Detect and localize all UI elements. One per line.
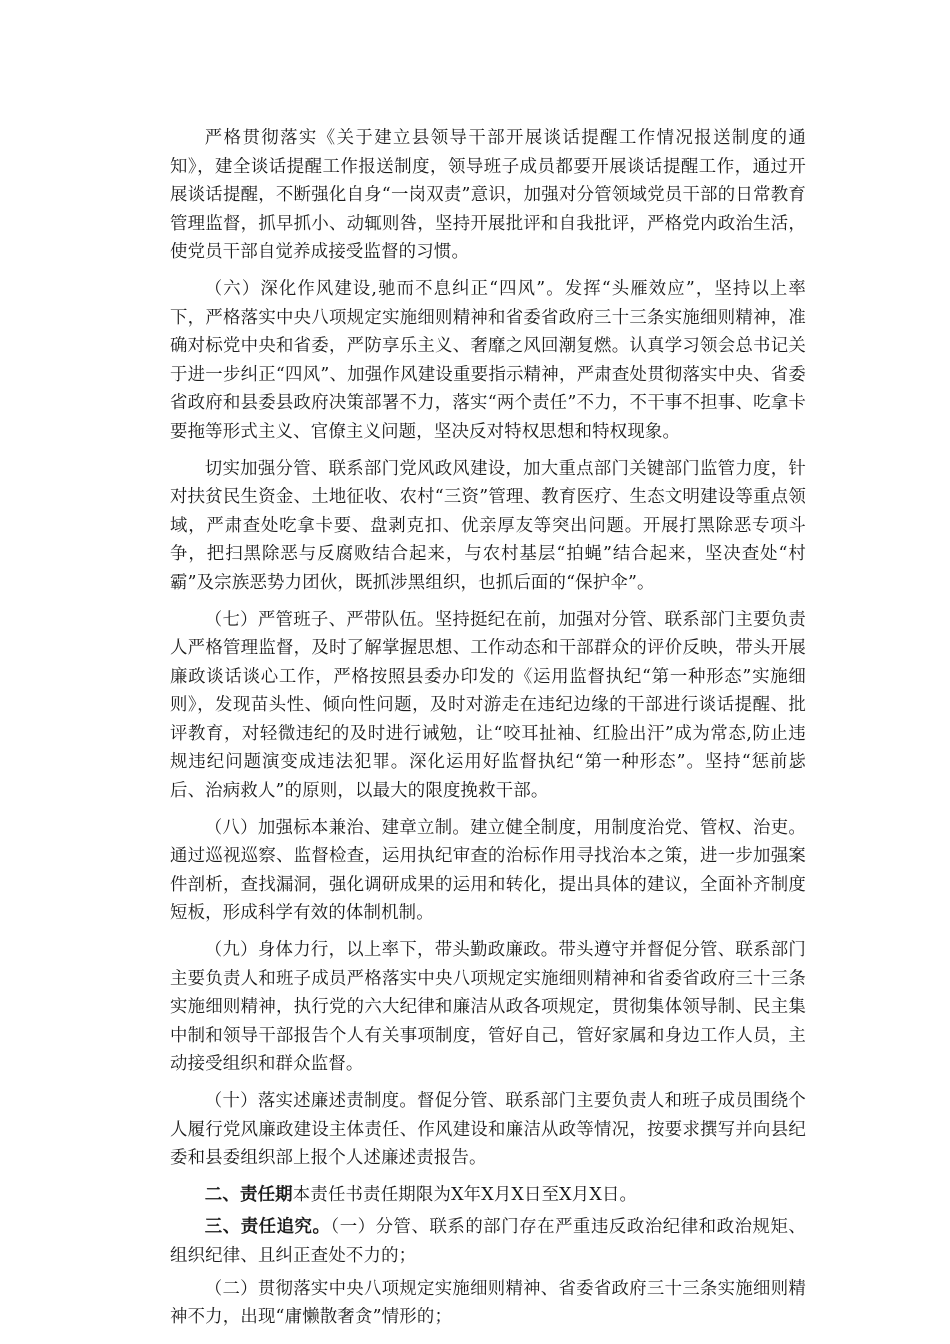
section-text-period: 本责任书责任期限为X年X月X日至X月X日。 [292,1184,638,1205]
paragraph-item-7: （七）严管班子、严带队伍。坚持挺纪在前，加强对分管、联系部门主要负责人严格管理监督，及时了解掌握思想、工作动态和干部群众的评价反映，带头开展廉政谈话谈心工作，严格按照县委办印发的《运用监督执纪“第一种形态”实施细则》，发现苗头性、倾向性问题，及时对游走在违纪边缘的干部进行谈话提醒、批评教育，对轻微违纪的及时进行诫勉，让“咬耳扯袖、红脸出汗”成为常态,防止违规违纪问题演变成违法犯罪。深化运用好监督执纪“第一种形态”。坚持“惩前毖后、治病救人”的原则，以最大的限度挽救干部。 [170,609,806,802]
paragraph-item-6: （六）深化作风建设,驰而不息纠正“四风”。发挥“头雁效应”，坚持以上率下，严格落实中央八项规定实施细则精神和省委省政府三十三条实施细则精神，准确对标党中央和省委，严防享乐主义、奢靡之风回潮复燃。认真学习领会总书记关于进一步纠正“四风”、加强作风建设重要指示精神，严肃查处贯彻落实中央、省委省政府和县委县政府决策部署不力，落实“两个责任”不力，不干事不担事、吃拿卡要拖等形式主义、官僚主义问题，坚决反对特权思想和特权现象。 [170,278,806,442]
document-page [170,124,806,1336]
paragraph-item-9: （九）身体力行，以上率下，带头勤政廉政。带头遵守并督促分管、联系部门主要负责人和班子成员严格落实中央八项规定实施细则精神和省委省政府三十三条实施细则精神，执行党的六大纪律和廉洁从政各项规定，贯彻集体领导制、民主集中制和领导干部报告个人有关事项制度，管好自己，管好家属和身边工作人员，主动接受组织和群众监督。 [170,940,806,1075]
paragraph-item-10: （十）落实述廉述责制度。督促分管、联系部门主要负责人和班子成员围绕个人履行党风廉政建设主体责任、作风建设和廉洁从政等情况，按要求撰写并向县纪委和县委组织部上报个人述廉述责报告。 [170,1091,806,1169]
section-heading-period: 二、责任期 [204,1184,293,1205]
paragraph-party-style: 切实加强分管、联系部门党风政风建设，加大重点部门关键部门监管力度，针对扶贫民生资金、土地征收、农村“三资”管理、教育医疗、生态文明建设等重点领域，严肃查处吃拿卡要、盘剥克扣、优亲厚友等突出问题。开展打黑除恶专项斗争，把扫黑除恶与反腐败结合起来，与农村基层“拍蝇”结合起来，坚决查处“村霸”及宗族恶势力团伙，既抓涉黑组织，也抓后面的“保护伞”。 [170,458,806,593]
paragraph-reporting-system: 严格贯彻落实《关于建立县领导干部开展谈话提醒工作情况报送制度的通知》，建全谈话提醒工作报送制度，领导班子成员都要开展谈话提醒工作，通过开展谈话提醒，不断强化自身“一岗双责”意识，加强对分管领域党员干部的日常教育管理监督，抓早抓小、动辄则咎，坚持开展批评和自我批评，严格党内政治生活，使党员干部自觉养成接受监督的习惯。 [170,128,806,263]
paragraph-accountability-2: （二）贯彻落实中央八项规定实施细则精神、省委省政府三十三条实施细则精神不力，出现“庸懒散奢贪”情形的； [170,1278,806,1328]
section-text-accountability: （一）分管、联系的部门存在严重违反政治纪律和政治规矩、组织纪律、且纠正查处不力的； [170,1217,807,1266]
section-heading-accountability: 三、责任追究。 [204,1217,331,1238]
section-accountability [170,1213,806,1270]
paragraph-item-8: （八）加强标本兼治、建章立制。建立健全制度，用制度治党、管权、治吏。通过巡视巡察、监督检查，运用执纪审查的治标作用寻找治本之策，进一步加强案件剖析，查找漏洞，强化调研成果的运用和转化，提出具体的建议，全面补齐制度短板，形成科学有效的体制机制。 [170,817,806,924]
section-responsibility-period [170,1181,806,1210]
